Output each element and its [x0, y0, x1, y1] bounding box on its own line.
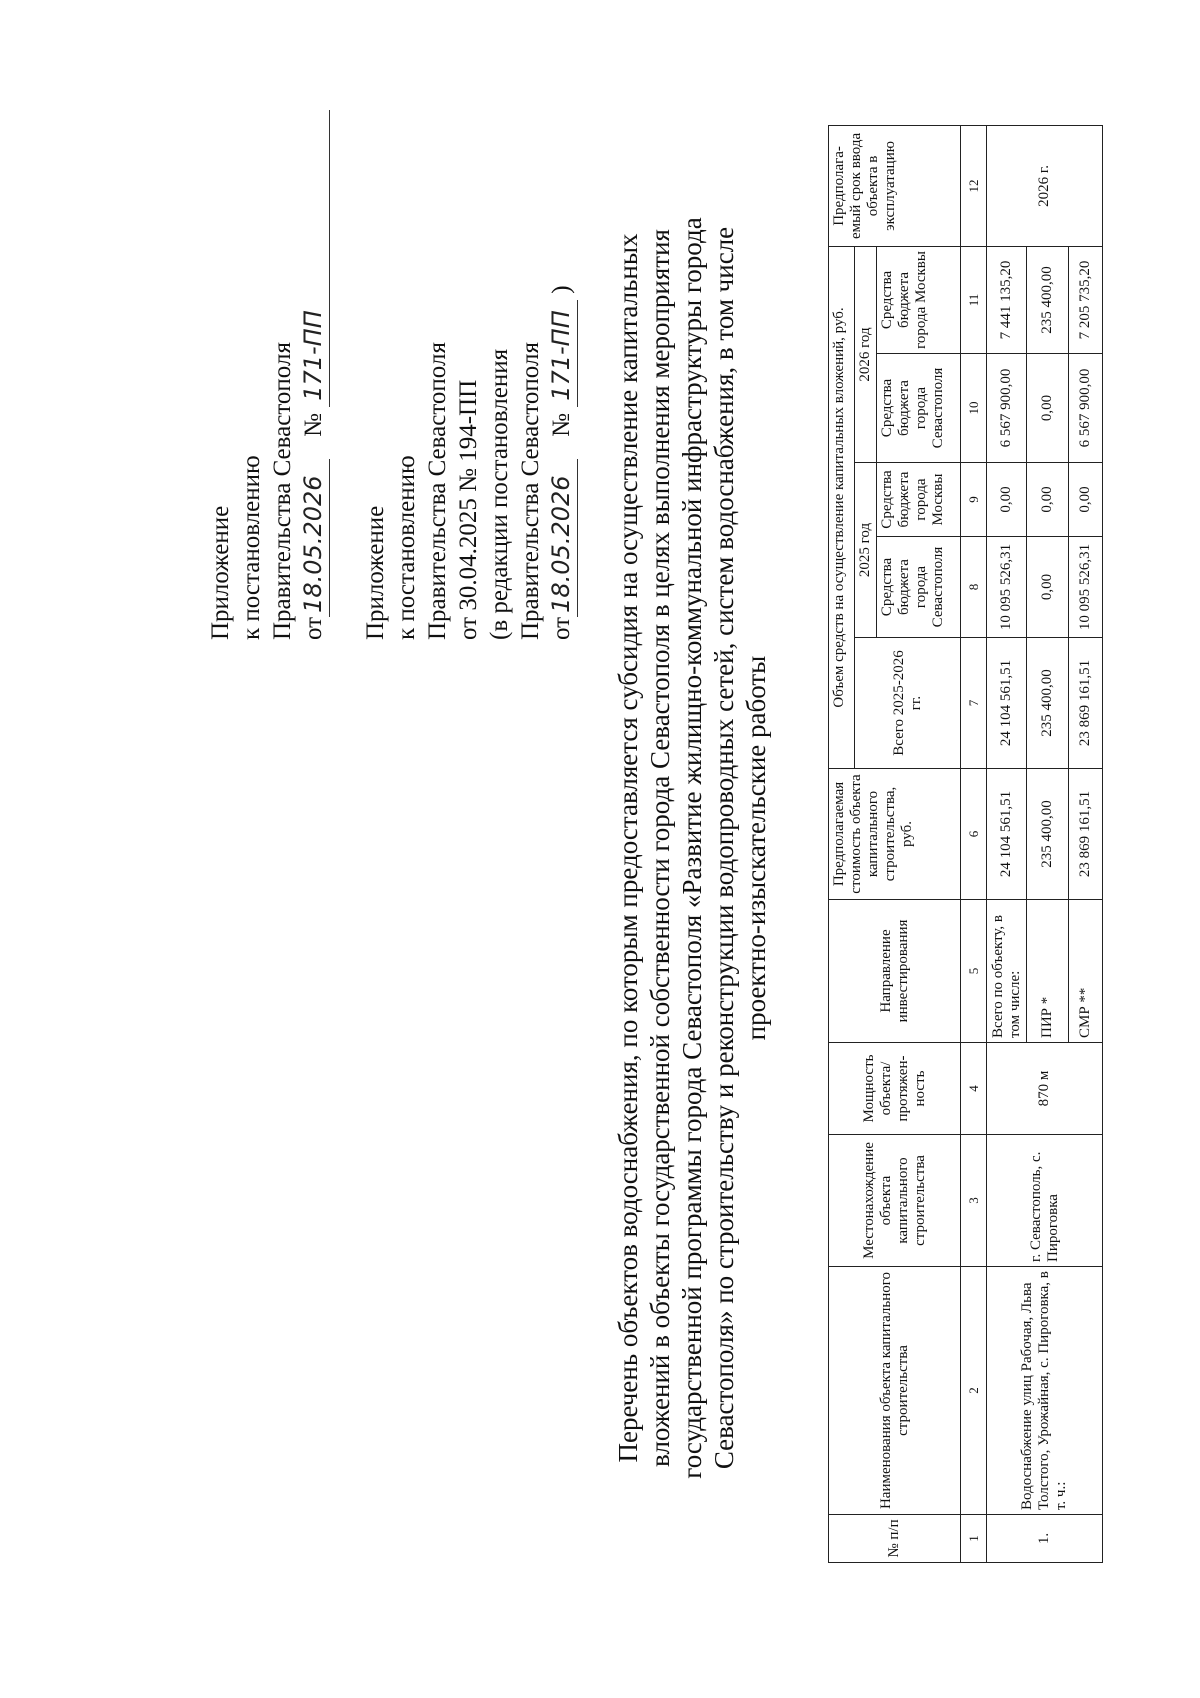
- row-2026-sevastopol: 6 567 900,00: [987, 354, 1027, 463]
- column-numbers-row: [961, 125, 987, 1562]
- header-object-name: Наименования объекта капитального строительства: [829, 1267, 961, 1515]
- table-row: [987, 125, 1027, 1562]
- column-number: 3: [961, 1135, 987, 1267]
- appendix-old-line2: к постановлению: [393, 455, 420, 640]
- column-number: 10: [961, 354, 987, 463]
- column-number: 9: [961, 463, 987, 537]
- header-year-2025: 2025 год: [855, 463, 877, 638]
- row-2025-moscow: 0,00: [987, 463, 1027, 537]
- row-direction: ПИР *: [1027, 900, 1069, 1043]
- object-commissioning: 2026 г.: [987, 125, 1103, 246]
- header-capacity: Мощность объекта/ протяжен-ность: [829, 1043, 961, 1135]
- row-2026-moscow: 7 441 135,20: [987, 246, 1027, 353]
- appendix-old-block: [360, 285, 577, 640]
- title-line1: Перечень объектов водоснабжения, по которым предоставляется субсидия на осуществление капитальных: [613, 233, 643, 1463]
- appendix-new-line2: к постановлению: [238, 455, 265, 640]
- column-number: 7: [961, 638, 987, 769]
- column-number: 5: [961, 900, 987, 1043]
- from-prefix: от: [300, 616, 327, 640]
- column-number: 2: [961, 1267, 987, 1515]
- row-total: 24 104 561,51: [987, 638, 1027, 769]
- row-cost: 24 104 561,51: [987, 769, 1027, 900]
- row-2025-moscow: 0,00: [1069, 463, 1103, 537]
- row-2026-moscow: 7 205 735,20: [1069, 246, 1103, 353]
- number-prefix: №: [300, 413, 327, 437]
- header-year-2026: 2026 год: [855, 246, 877, 462]
- column-number: 4: [961, 1043, 987, 1135]
- header-number: № п/п: [829, 1515, 961, 1563]
- header-2026-sevastopol: Средства бюджета города Севастополя: [877, 354, 961, 463]
- header-commissioning: Предполага-емый срок ввода объекта в эксплуатацию: [829, 125, 961, 246]
- document-title: [612, 113, 772, 1583]
- appendix-new-from-line: [298, 110, 329, 640]
- row-cost: 23 869 161,51: [1069, 769, 1103, 900]
- appendix-old-line4: от 30.04.2025 № 194-ПП: [455, 379, 482, 640]
- object-capacity: 870 м: [987, 1043, 1103, 1135]
- appendix-new-number-handwritten: 171-ПП: [298, 300, 330, 407]
- objects-table: [828, 125, 1103, 1563]
- row-2026-sevastopol: 6 567 900,00: [1069, 354, 1103, 463]
- appendix-old-date-handwritten: 18.05.2026: [546, 459, 578, 617]
- row-2025-sevastopol: 0,00: [1027, 537, 1069, 638]
- row-2025-sevastopol: 10 095 526,31: [987, 537, 1027, 638]
- column-number: 6: [961, 769, 987, 900]
- appendix-old-line5: (в редакции постановления: [486, 348, 513, 640]
- row-total: 235 400,00: [1027, 638, 1069, 769]
- appendix-old-line1: Приложение: [362, 505, 389, 640]
- header-total: Всего 2025-2026 гг.: [855, 638, 961, 769]
- appendix-old-number-handwritten: 171-ПП: [546, 300, 578, 407]
- row-total: 23 869 161,51: [1069, 638, 1103, 769]
- title-line3: государственной программы города Севастополя «Развитие жилищно-коммунальной инфраструктуры города: [677, 217, 707, 1479]
- number-prefix: №: [548, 413, 575, 437]
- appendix-old-from-line: [546, 285, 577, 640]
- header-cost: Предполагаемая стоимость объекта капитального строительства, руб.: [829, 769, 961, 900]
- close-paren: ): [548, 285, 575, 294]
- header-volume-group: Объем средств на осуществление капитальных вложений, руб.: [829, 246, 855, 768]
- signature-underline: [309, 110, 330, 300]
- header-location: Местонахождение объекта капитального строительства: [829, 1135, 961, 1267]
- appendix-old-line6: Правительства Севастополя: [517, 342, 544, 640]
- header-2025-sevastopol: Средства бюджета города Севастополя: [877, 537, 961, 638]
- appendix-new-line1: Приложение: [207, 505, 234, 640]
- header-2026-moscow: Средства бюджета города Москвы: [877, 246, 961, 353]
- title-line4: Севастополя» по строительству и реконструкции водопроводных сетей, систем водоснабжения, в том числе: [709, 226, 739, 1470]
- appendix-new-date-handwritten: 18.05.2026: [298, 459, 330, 617]
- appendix-new-block: [205, 110, 329, 640]
- column-number: 8: [961, 537, 987, 638]
- title-line2: вложений в объекты государственной собственности города Севастополя в целях выполнения мероприятия: [645, 229, 675, 1467]
- column-number: 12: [961, 125, 987, 246]
- row-2025-moscow: 0,00: [1027, 463, 1069, 537]
- row-direction: Всего по объекту, в том числе:: [987, 900, 1027, 1043]
- row-2025-sevastopol: 10 095 526,31: [1069, 537, 1103, 638]
- row-cost: 235 400,00: [1027, 769, 1069, 900]
- appendix-old-line3: Правительства Севастополя: [424, 342, 451, 640]
- row-direction: СМР **: [1069, 900, 1103, 1043]
- column-number: 11: [961, 246, 987, 353]
- header-direction: Направление инвестирования: [829, 900, 961, 1043]
- object-number: 1.: [987, 1515, 1103, 1563]
- row-2026-moscow: 235 400,00: [1027, 246, 1069, 353]
- object-location: г. Севастополь, с. Пироговка: [987, 1135, 1103, 1267]
- from-prefix: от: [548, 616, 575, 640]
- header-2025-moscow: Средства бюджета города Москвы: [877, 463, 961, 537]
- appendix-new-line3: Правительства Севастополя: [269, 342, 296, 640]
- row-2026-sevastopol: 0,00: [1027, 354, 1069, 463]
- column-number: 1: [961, 1515, 987, 1563]
- title-line5: проектно-изыскательские работы: [741, 655, 771, 1041]
- object-name: Водоснабжение улиц Рабочая, Льва Толстого, Урожайная, с. Пироговка, в т. ч.:: [987, 1267, 1103, 1515]
